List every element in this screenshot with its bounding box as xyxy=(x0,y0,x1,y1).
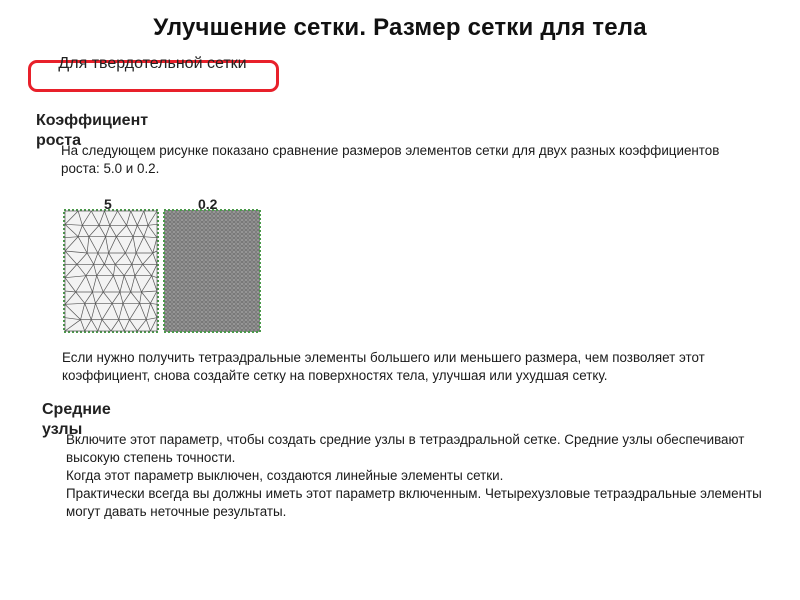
midnodes-body xyxy=(66,431,776,521)
growth-factor-heading: Коэффициент роста xyxy=(36,112,149,149)
midnodes-line-3: Практически всегда вы должны иметь этот параметр включенным. Четырехузловые тетраэдральные элементы могут давать неточные результаты. xyxy=(66,486,762,519)
growth-factor-intro: На следующем рисунке показано сравнение размеров элементов сетки для двух разных коэффициентов роста: 5.0 и 0.2. xyxy=(61,143,720,176)
midnodes-line-2: Когда этот параметр выключен, создаются линейные элементы сетки. xyxy=(66,468,504,483)
midnodes-line-1: Включите этот параметр, чтобы создать средние узлы в тетраэдральной сетке. Средние узлы обеспечивают высокую степень точности. xyxy=(66,432,745,465)
growth-factor-note: Если нужно получить тетраэдральные элементы большего или меньшего размера, чем позволяет этот коэффициент, снова создайте сетку на поверхностях тела, улучшая или ухудшая сетку. xyxy=(62,350,705,383)
solid-mesh-label: Для твердотельной сетки xyxy=(58,55,247,72)
mesh-comparison-figure xyxy=(60,192,264,334)
midnodes-heading: Средние узлы xyxy=(42,401,111,438)
coarse-mesh-image xyxy=(64,210,158,332)
coarse-factor-label: 5 xyxy=(104,196,112,212)
fine-mesh-image xyxy=(164,210,260,332)
fine-factor-label: 0.2 xyxy=(198,196,218,212)
slide-title: Улучшение сетки. Размер сетки для тела xyxy=(153,14,647,41)
